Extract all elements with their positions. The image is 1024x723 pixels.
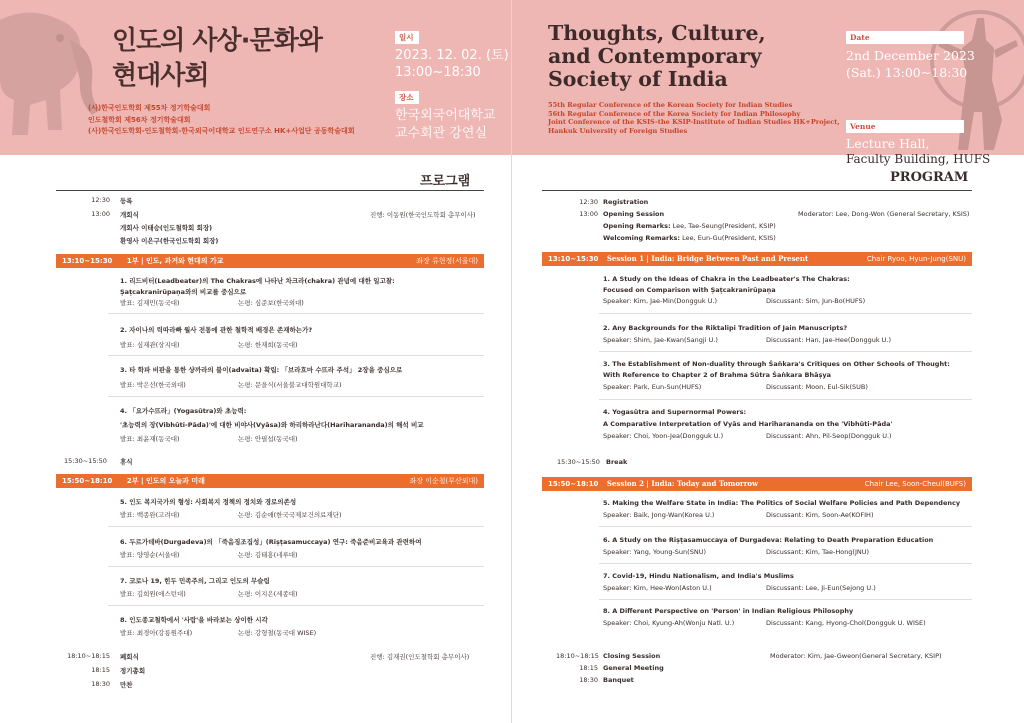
venue-line-2: 교수회관 강연실 [395,126,488,141]
paper-discussant: Discussant: Ahn, Pil-Seop(Dongguk U.) [766,432,892,440]
paper-discussant: 논평: 김태홍(네루대) [238,551,298,559]
paper-subtitle: Focused on Comparison with Ṣaṭcakranirūpaṇa [603,286,776,294]
session-1-chair: 좌장 류현정(서울대) [416,257,478,265]
session-1-chair: Chair Ryoo, Hyun-Jung(SNU) [866,255,966,263]
paper-discussant: Discussant: Sim, Jun-Bo(HUFS) [766,297,866,305]
venue-line-1: 한국외국어대학교 [395,108,496,123]
paper-title: 4. Yogasūtra and Supernormal Powers: [603,408,747,416]
paper-title: 3. 타 학파 비판을 통한 샹까라의 불이(advaita) 확립: 「브라흐마 수뜨라 주석」 2장을 중심으로 [120,366,403,374]
organizer-line: (사)한국인도학회 제55차 정기학술대회 [88,104,211,112]
english-title-line-1: Thoughts, Culture, [548,21,766,45]
divider [108,355,484,356]
korean-title [112,24,322,94]
session-2-title: 2부 | 인도의 오늘과 미래 [126,477,205,485]
paper-title: 4. 「요가수뜨라」(Yogasūtra)와 초능력: [120,407,247,415]
session-2-bar [56,474,484,488]
session-1-title: 1부 | 인도, 과거와 현대의 가교 [126,257,224,265]
session-2-bar [542,477,972,491]
paper-discussant: Discussant: Han, Jae-Hee(Dongguk U.) [766,336,892,344]
paper-speaker: Speaker: Kim, Jae-Min(Dongguk U.) [603,297,718,305]
opening-label: Opening Session [603,210,665,218]
venue-label: 장소 [395,91,419,104]
paper-speaker: Speaker: Baik, Jong-Wan(Korea U.) [603,511,715,519]
english-title-line-2: and Contemporary [548,44,762,68]
organizer-line: Joint Conference of the KSIS-the KSIP-Institute of Indian Studies HK+Project, [548,118,840,127]
session-1-title: Session 1 | India: Bridge Between Past and Present [606,254,809,263]
opening-time: 12:30 [91,196,110,204]
paper-speaker: Speaker: Choi, Yoon-Jea(Dongguk U.) [603,432,724,440]
session-2-title: Session 2 | India: Today and Tomorrow [606,479,759,488]
english-title [548,22,766,91]
paper-speaker: Speaker: Choi, Kyung-Ah(Wonju Natl. U.) [603,619,735,627]
paper-discussant: Discussant: Kang, Hyong-Chol(Dongguk U. WISE) [766,619,926,627]
break-time: 15:30~15:50 [64,457,107,465]
paper-discussant: 논평: 안필섭(동국대) [238,435,298,443]
paper-speaker: Speaker: Shim, Jae-Kwan(Sangji U.) [603,336,718,344]
opening-label: 개회식 [120,211,139,219]
paper-speaker: 발표: 양영순(서울대) [120,551,180,559]
program-heading: PROGRAM [890,170,969,185]
break-time: 15:30~15:50 [557,458,600,466]
session-1-time: 13:10~15:30 [62,257,113,265]
paper-discussant: 논평: 김순애(한국국제보건의료재단) [238,511,342,519]
paper-title: 7. 코로나 19, 힌두 민족주의, 그리고 인도의 무슬림 [120,577,270,585]
paper-title: 1. A Study on the Ideas of Chakra in the Leadbeater's The Chakras: [603,275,850,283]
closing-time: 18:30 [579,676,598,684]
opening-moderator: Moderator: Lee, Dong-Won (General Secretary, KSIS) [798,210,970,218]
english-banner [512,0,1024,155]
opening-moderator: 진행: 이동원(한국인도학회 총무이사) [370,211,476,219]
program-heading: 프로그램 [420,174,471,189]
korean-title-line-1: 인도의 사상·문화와 [112,26,322,56]
paper-title: 2. Any Backgrounds for the Riktalipi Tradition of Jain Manuscripts? [603,324,848,332]
divider [108,526,484,527]
divider [108,566,484,567]
paper-speaker: 발표: 백종완(고려대) [120,511,180,519]
closing-label: General Meeting [603,664,664,672]
organizer-line: 인도철학회 제56차 정기학술대회 [88,115,191,124]
session-2-chair: Chair Lee, Soon-Cheul(BUFS) [864,480,966,488]
session-2-chair: 좌장 이순철(부산외대) [409,477,478,485]
date-value: 2nd December 2023 [846,48,975,63]
paper-title: 8. 인도종교철학에서 '사람'을 바라보는 상이한 시각 [120,616,268,624]
opening-label: 등록 [120,197,133,205]
paper-discussant: Discussant: Kim, Tae-Hong(JNU) [766,548,870,556]
divider [108,313,484,314]
organizer-line: Hankuk University of Foreign Studies [548,126,688,135]
paper-discussant: Discussant: Kim, Soon-Ae(KOFIH) [766,511,874,519]
paper-title: 3. The Establishment of Non-duality through Śaṅkara's Critiques on Other Schools of Thought: [603,360,950,368]
venue-line-2: Faculty Building, HUFS [846,152,991,166]
closing-time: 18:15 [579,664,598,672]
closing-time: 18:10~18:15 [67,652,110,660]
session-2-time: 15:50~18:10 [62,477,113,485]
divider [599,599,972,600]
date-label: 일시 [395,31,419,44]
paper-discussant: 논평: 강형철(동국대 WISE) [238,629,317,637]
opening-remarks [603,222,776,230]
paper-title: 2. 자이나의 릭따라빠 월사 전통에 관한 철학적 배경은 존재하는가? [120,326,313,334]
time-value: 13:00~18:30 [395,65,481,80]
paper-title: 6. A Study on the Riṣṭasamuccaya of Durgadeva: Relating to Death Preparation Education [603,536,934,544]
paper-subtitle: With Reference to Chapter 2 of Brahma Sūtra Śaṅkara Bhāṣya [603,371,831,379]
english-organizers [548,101,840,135]
session-1-bar [56,254,484,268]
paper-discussant: 논평: 심준보(한국외대) [238,299,304,307]
organizer-line: 56th Regular Conference of the Korea Society for Indian Philosophy [548,109,801,118]
welcoming-remarks [603,234,776,242]
paper-subtitle: A Comparative Interpretation of Vyās and Hariharananda on the 'Vibhūti-Pāda' [603,420,893,428]
venue-label: Venue [846,120,964,133]
paper-title: 8. A Different Perspective on 'Person' in Indian Religious Philosophy [603,607,854,615]
paper-speaker: Speaker: Kim, Hee-Won(Aston U.) [603,584,712,592]
korean-title-line-2: 현대사회 [112,61,209,91]
opening-remarks-label: Opening Remarks: [603,222,671,230]
closing-label: Closing Session [603,652,661,660]
organizer-line: (사)한국인도학회-인도철학회-한국외국어대학교 인도연구소 HK+사업단 공동학술대회 [88,127,355,135]
closing-moderator: 진행: 김재권(인도철학회 총무이사) [370,653,470,661]
opening-remarks: 개회사 이태승(인도철학회 회장) [120,224,213,232]
closing-label: Banquet [603,676,634,684]
paper-speaker: 발표: 심재관(상지대) [120,341,180,349]
closing-label: 정기총회 [120,667,146,675]
closing-time: 18:10~18:15 [556,652,599,660]
paper-speaker: 발표: 김재민(동국대) [120,299,180,307]
paper-discussant: Discussant: Moon, Eul-Sik(SUB) [766,383,868,391]
paper-title: 5. 인도 복지국가의 형성: 사회복지 정책의 정치와 경로의존성 [120,498,297,506]
english-title-line-3: Society of India [548,67,728,91]
break-label: 휴식 [120,458,133,466]
divider [599,526,972,527]
paper-discussant: 논평: 문을식(서울불교대학원대학교) [238,381,342,389]
korean-banner [0,0,512,155]
paper-speaker: 발표: 최윤재(동국대) [120,435,180,443]
date-value: 2023. 12. 02. (토) [395,48,509,63]
paper-title: 1. 리드비터(Leadbeater)의 The Chakras에 나타난 차크라(chakra) 관념에 대한 일고찰: [120,277,395,285]
heading-rule [542,190,972,191]
closing-label: 폐회식 [120,653,139,661]
paper-speaker: 발표: 박은선(한국외대) [120,381,186,389]
session-1-time: 13:10~15:30 [548,255,599,263]
paper-discussant: 논평: 이지은(세종대) [238,590,298,598]
paper-title: 6. 두르가데바(Durgadeva)의 「죽음징조집성」(Riṣṭasamuccaya) 연구: 죽음준비교육과 관련하여 [120,538,422,546]
paper-speaker: 발표: 김희원(애스턴대) [120,590,186,598]
closing-time: 18:30 [91,680,110,688]
paper-discussant: 논평: 한재희(동국대) [238,341,298,349]
closing-time: 18:15 [91,666,110,674]
opening-time: 13:00 [579,210,598,218]
closing-moderator: Moderator: Kim, Jae-Gweon(General Secretary, KSIP) [770,652,942,660]
opening-remarks-value: Lee, Tae-Seung(President, KSIP) [672,222,776,230]
paper-speaker: 발표: 최경아(강릉원주대) [120,629,193,637]
divider [599,351,972,352]
paper-speaker: Speaker: Park, Eun-Sun(HUFS) [603,383,702,391]
divider [599,399,972,400]
opening-time: 12:30 [579,198,598,206]
venue-line-1: Lecture Hall, [846,136,930,151]
paper-discussant: Discussant: Lee, Ji-Eun(Sejong U.) [766,584,876,592]
welcoming-remarks-label: Welcoming Remarks: [603,234,681,242]
paper-speaker: Speaker: Yang, Young-Sun(SNU) [603,548,706,556]
divider [108,396,484,397]
paper-subtitle: Ṣaṭcakranirūpaṇa와의 비교를 중심으로 [120,288,247,296]
paper-title: 7. Covid-19, Hindu Nationalism, and India's Muslims [603,572,794,580]
divider [599,563,972,564]
date-label: Date [846,31,964,44]
time-value: (Sat.) 13:00~18:30 [846,65,968,80]
english-page [512,0,1024,723]
divider [108,605,484,606]
opening-label: Registration [603,198,649,206]
organizer-line: 55th Regular Conference of the Korean Society for Indian Studies [548,101,793,109]
session-2-time: 15:50~18:10 [548,480,599,488]
opening-time: 13:00 [91,210,110,218]
paper-subtitle: '초능력의 장(Vibhūti-Pāda)'에 대한 비야사(Vyāsa)와 하리하라난다(Hariharananda)의 해석 비교 [120,421,424,429]
closing-label: 만찬 [120,681,133,689]
session-1-bar [542,252,972,266]
divider [599,313,972,314]
welcoming-remarks: 환영사 이은구(한국인도학회 회장) [120,237,219,245]
break-label: Break [606,458,628,466]
korean-organizers [88,103,355,138]
heading-rule [56,190,484,191]
welcoming-remarks-value: Lee, Eun-Gu(President, KSIS) [682,234,776,242]
paper-title: 5. Making the Welfare State in India: The Politics of Social Welfare Policies and Path Dependency [603,499,961,507]
